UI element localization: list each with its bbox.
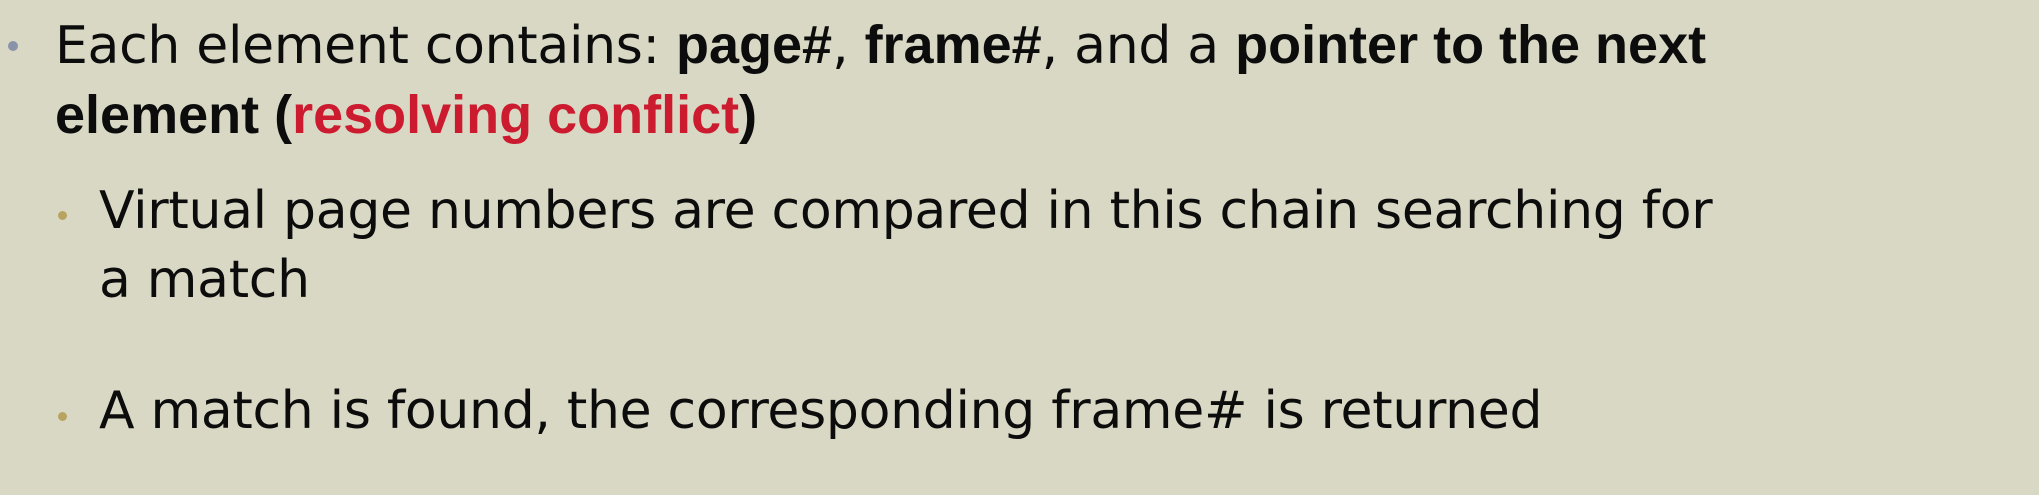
sub-bullet-dot-icon — [58, 211, 67, 220]
text-segment: , — [832, 16, 865, 76]
text-segment: Each element contains: — [55, 16, 677, 76]
text-segment: , and a — [1041, 16, 1236, 76]
bold-term-pointer: pointer to the next — [1235, 15, 1707, 75]
highlight-resolving-conflict: resolving conflict — [292, 85, 740, 145]
bullet-dot-icon — [8, 41, 18, 51]
bullet-text-line-2 — [55, 84, 757, 146]
bold-term-frame: frame# — [864, 15, 1042, 75]
bullet-text-line-1 — [55, 14, 1706, 76]
bold-term-element: element ( — [55, 85, 293, 145]
sub-bullet-dot-icon — [58, 412, 67, 421]
sub-bullet-text-line-1: Virtual page numbers are compared in this chain searching for — [99, 181, 1713, 241]
sub-bullet-text-line-1: A match is found, the corresponding frame# is returned — [99, 381, 1543, 441]
bold-term-page: page# — [676, 15, 833, 75]
bold-paren-close: ) — [739, 85, 758, 145]
sub-bullet-text-line-2: a match — [99, 250, 310, 310]
